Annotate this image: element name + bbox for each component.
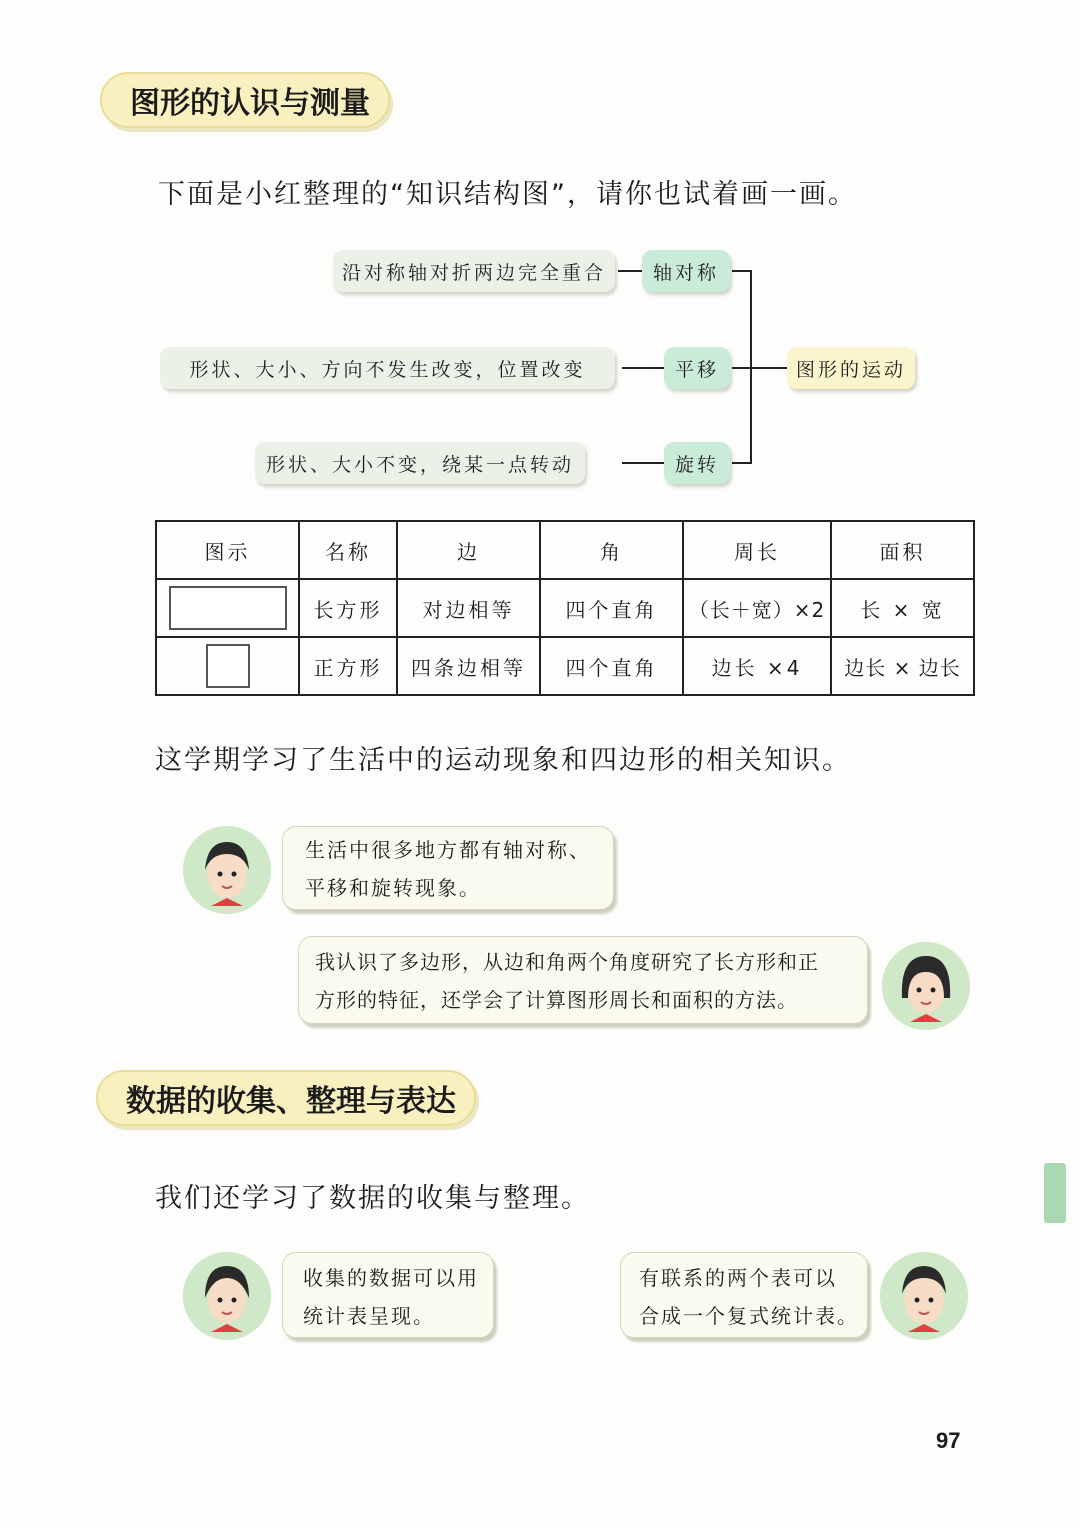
- table-header-row: [156, 521, 974, 579]
- map-line: [618, 270, 642, 272]
- speech-bubble: [282, 826, 614, 910]
- shape-table: [155, 520, 975, 696]
- boy-avatar: [183, 826, 271, 914]
- girl-avatar: [183, 1252, 271, 1340]
- table-header: 角: [540, 521, 683, 579]
- map-line: [750, 270, 752, 464]
- map-tag-axial-symmetry: 轴对称: [642, 250, 730, 292]
- table-cell: 边长 ×4: [683, 637, 831, 695]
- bubble-line: 有联系的两个表可以: [639, 1266, 837, 1290]
- square-figure-cell: [156, 637, 299, 695]
- table-header: 图示: [156, 521, 299, 579]
- page-number: 97: [936, 1428, 961, 1453]
- table-cell: 长 × 宽: [831, 579, 974, 637]
- table-header: 周长: [683, 521, 831, 579]
- table-header: 面积: [831, 521, 974, 579]
- table-cell: 四条边相等: [397, 637, 540, 695]
- table-row: [156, 579, 974, 637]
- map-line: [622, 462, 664, 464]
- table-cell: 四个直角: [540, 579, 683, 637]
- table-cell: 对边相等: [397, 579, 540, 637]
- map-desc-rotation: 形状、大小不变，绕某一点转动: [255, 442, 585, 484]
- rectangle-figure-cell: [156, 579, 299, 637]
- girl-avatar: [882, 942, 970, 1030]
- intro-text-data: 我们还学习了数据的收集与整理。: [155, 1183, 590, 1214]
- table-header: 边: [397, 521, 540, 579]
- section-title-data: 数据的收集、整理与表达: [96, 1070, 476, 1126]
- map-desc-axial-symmetry: 沿对称轴对折两边完全重合: [333, 250, 615, 292]
- boy-face-icon: [880, 1252, 968, 1340]
- square-shape: [206, 644, 250, 688]
- table-header: 名称: [299, 521, 397, 579]
- table-cell: （长＋宽）×2: [683, 579, 831, 637]
- summary-text: 这学期学习了生活中的运动现象和四边形的相关知识。: [155, 745, 851, 776]
- boy-face-icon: [183, 826, 271, 914]
- intro-text: 下面是小红整理的“知识结构图”，请你也试着画一画。: [158, 179, 857, 210]
- girl-face-icon: [183, 1252, 271, 1340]
- map-tag-translation: 平移: [664, 347, 730, 389]
- map-line: [622, 367, 664, 369]
- rectangle-shape: [169, 586, 287, 630]
- bubble-line: 平移和旋转现象。: [305, 876, 481, 900]
- table-cell: 长方形: [299, 579, 397, 637]
- speech-bubble: [282, 1252, 494, 1338]
- page-side-tab: [1044, 1163, 1066, 1223]
- girl-face-icon: [882, 942, 970, 1030]
- bubble-line: 收集的数据可以用: [303, 1266, 479, 1290]
- table-cell: 边长 × 边长: [831, 637, 974, 695]
- speech-bubble: [298, 936, 868, 1024]
- map-tag-rotation: 旋转: [664, 442, 730, 484]
- bubble-line: 我认识了多边形，从边和角两个角度研究了长方形和正: [315, 950, 819, 974]
- map-line: [732, 270, 752, 272]
- boy-avatar: [880, 1252, 968, 1340]
- speech-bubble: [620, 1252, 868, 1338]
- table-row: [156, 637, 974, 695]
- bubble-line: 合成一个复式统计表。: [639, 1304, 859, 1328]
- map-line: [732, 367, 787, 369]
- map-desc-translation: 形状、大小、方向不发生改变，位置改变: [160, 347, 615, 389]
- bubble-line: 生活中很多地方都有轴对称、: [305, 838, 591, 862]
- section-title-geometry: 图形的认识与测量: [100, 72, 390, 128]
- table-cell: 正方形: [299, 637, 397, 695]
- map-root: 图形的运动: [787, 347, 915, 389]
- bubble-line: 方形的特征，还学会了计算图形周长和面积的方法。: [315, 988, 798, 1012]
- bubble-line: 统计表呈现。: [303, 1304, 435, 1328]
- map-line: [732, 462, 752, 464]
- table-cell: 四个直角: [540, 637, 683, 695]
